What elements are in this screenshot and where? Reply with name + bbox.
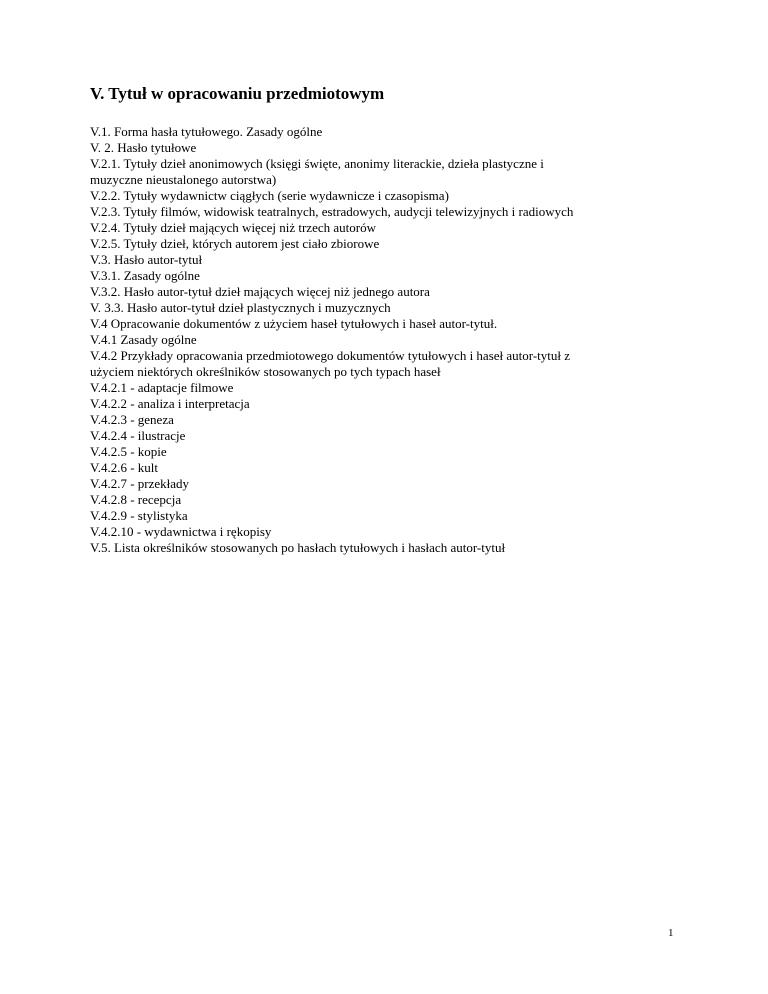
toc-line: V.4.2.9 - stylistyka [90, 508, 188, 523]
toc-line: V.4.2.4 - ilustracje [90, 428, 186, 443]
toc-line: V.3. Hasło autor-tytuł [90, 252, 203, 267]
toc-line: V.2.1. Tytuły dzieł anonimowych (księgi święte, anonimy literackie, dzieła plastyczne i [90, 156, 544, 171]
toc-line: V.4.2.1 - adaptacje filmowe [90, 380, 234, 395]
toc-line: V.3.2. Hasło autor-tytuł dzieł mających więcej niż jednego autora [90, 284, 430, 299]
toc-line: V. 3.3. Hasło autor-tytuł dzieł plastycznych i muzycznych [90, 300, 391, 315]
toc-line: V.4.2.2 - analiza i interpretacja [90, 396, 250, 411]
toc-line: V.4.1 Zasady ogólne [90, 332, 197, 347]
toc-line: V.4.2.6 - kult [90, 460, 159, 475]
toc-line: V.4.2.8 - recepcja [90, 492, 182, 507]
toc-line: V.2.4. Tytuły dzieł mających więcej niż trzech autorów [90, 220, 376, 235]
page-title: V. Tytuł w opracowaniu przedmiotowym [90, 84, 385, 103]
toc-line: V.2.3. Tytuły filmów, widowisk teatralnych, estradowych, audycji telewizyjnych i radiowych [90, 204, 574, 219]
toc-line: V.4.2.5 - kopie [90, 444, 167, 459]
toc-line: V.1. Forma hasła tytułowego. Zasady ogólne [90, 124, 323, 139]
toc-line: V.4.2.7 - przekłady [90, 476, 190, 491]
toc-line: V.4.2.10 - wydawnictwa i rękopisy [90, 524, 272, 539]
toc-line: użyciem niektórych określników stosowanych po tych typach haseł [90, 364, 441, 379]
toc-line: V.3.1. Zasady ogólne [90, 268, 200, 283]
page-number: 1 [668, 927, 674, 939]
toc-line: V.2.5. Tytuły dzieł, których autorem jest ciało zbiorowe [90, 236, 380, 251]
toc-line: V.4.2.3 - geneza [90, 412, 174, 427]
toc-line: V.5. Lista określników stosowanych po hasłach tytułowych i hasłach autor-tytuł [90, 540, 506, 555]
toc-line: V.4 Opracowanie dokumentów z użyciem haseł tytułowych i haseł autor-tytuł. [90, 316, 498, 331]
toc-line: V.2.2. Tytuły wydawnictw ciągłych (serie wydawnicze i czasopisma) [90, 188, 449, 203]
table-of-contents [90, 124, 690, 556]
toc-line: muzyczne nieustalonego autorstwa) [90, 172, 277, 187]
toc-line: V.4.2 Przykłady opracowania przedmiotowego dokumentów tytułowych i haseł autor-tytuł z [90, 348, 571, 363]
toc-line: V. 2. Hasło tytułowe [90, 140, 197, 155]
